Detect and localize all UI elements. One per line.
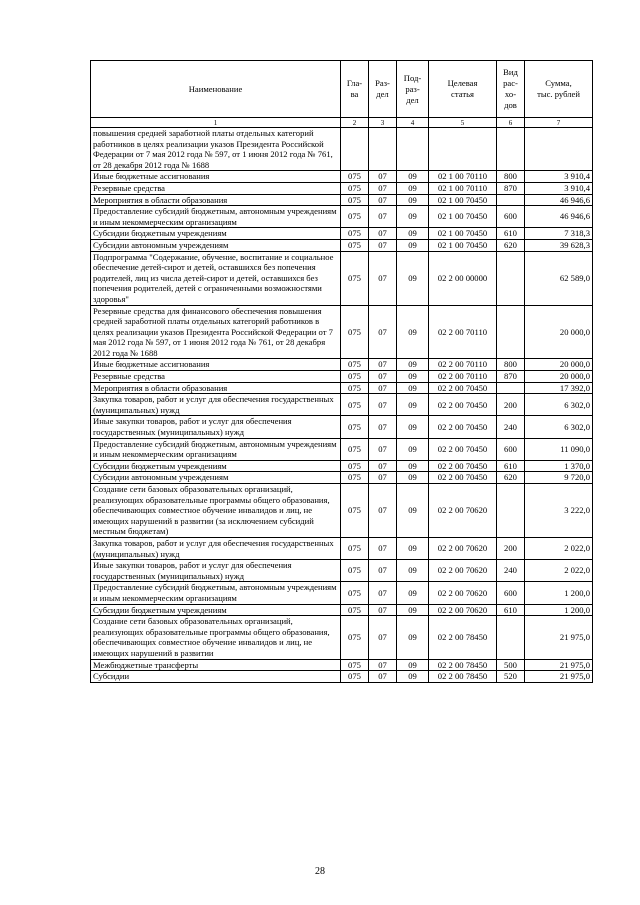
cell-subsection: 09 [397, 305, 429, 359]
col-number: 2 [341, 118, 369, 128]
cell-amount: 39 628,3 [525, 239, 593, 251]
cell-amount: 20 000,0 [525, 359, 593, 371]
cell-name: Субсидии автономным учреждениям [91, 472, 341, 484]
cell-target-article [429, 128, 497, 171]
cell-subsection: 09 [397, 438, 429, 460]
cell-expense-type: 600 [497, 206, 525, 228]
cell-expense-type [497, 616, 525, 659]
cell-subsection: 09 [397, 560, 429, 582]
cell-section: 07 [369, 382, 397, 394]
cell-subsection: 09 [397, 171, 429, 183]
cell-subsection: 09 [397, 582, 429, 604]
cell-name: Субсидии [91, 671, 341, 683]
table-row [91, 560, 593, 582]
cell-name: Предоставление субсидий бюджетным, автономным учреждениям и иным некоммерческим организациям [91, 438, 341, 460]
cell-target-article: 02 2 00 70450 [429, 438, 497, 460]
table-row [91, 604, 593, 616]
cell-amount: 6 302,0 [525, 416, 593, 438]
cell-name: Субсидии бюджетным учреждениям [91, 604, 341, 616]
cell-subsection: 09 [397, 616, 429, 659]
cell-expense-type [497, 382, 525, 394]
cell-chapter: 075 [341, 206, 369, 228]
table-row [91, 305, 593, 359]
cell-expense-type: 800 [497, 171, 525, 183]
col-number: 6 [497, 118, 525, 128]
col-header-name: Наименование [91, 61, 341, 118]
table-row [91, 537, 593, 559]
document-page [90, 60, 592, 683]
table-row [91, 359, 593, 371]
cell-target-article: 02 2 00 70450 [429, 394, 497, 416]
cell-name: Резервные средства [91, 182, 341, 194]
cell-section: 07 [369, 394, 397, 416]
cell-chapter: 075 [341, 537, 369, 559]
cell-chapter: 075 [341, 394, 369, 416]
cell-subsection: 09 [397, 460, 429, 472]
cell-section: 07 [369, 659, 397, 671]
table-row [91, 128, 593, 171]
cell-amount: 3 910,4 [525, 171, 593, 183]
cell-section: 07 [369, 371, 397, 383]
cell-amount: 2 022,0 [525, 537, 593, 559]
col-header-section: Раз- дел [369, 61, 397, 118]
table-row [91, 251, 593, 305]
cell-section: 07 [369, 171, 397, 183]
cell-amount: 1 200,0 [525, 582, 593, 604]
cell-section: 07 [369, 182, 397, 194]
cell-target-article: 02 2 00 70110 [429, 371, 497, 383]
cell-section: 07 [369, 560, 397, 582]
cell-chapter: 075 [341, 472, 369, 484]
col-number: 3 [369, 118, 397, 128]
col-header-chapter: Гла- ва [341, 61, 369, 118]
cell-chapter: 075 [341, 194, 369, 206]
col-header-subsection: Под- раз- дел [397, 61, 429, 118]
cell-chapter: 075 [341, 371, 369, 383]
table-row [91, 194, 593, 206]
cell-name: Мероприятия в области образования [91, 194, 341, 206]
cell-amount: 20 000,0 [525, 371, 593, 383]
cell-target-article: 02 2 00 70110 [429, 359, 497, 371]
cell-section: 07 [369, 484, 397, 538]
cell-chapter: 075 [341, 239, 369, 251]
cell-expense-type [497, 305, 525, 359]
cell-target-article: 02 1 00 70450 [429, 228, 497, 240]
cell-subsection: 09 [397, 671, 429, 683]
cell-expense-type: 610 [497, 460, 525, 472]
cell-target-article: 02 2 00 70450 [429, 460, 497, 472]
cell-target-article: 02 2 00 70450 [429, 472, 497, 484]
cell-subsection: 09 [397, 472, 429, 484]
cell-amount: 11 090,0 [525, 438, 593, 460]
cell-chapter: 075 [341, 616, 369, 659]
cell-chapter: 075 [341, 560, 369, 582]
cell-chapter: 075 [341, 604, 369, 616]
cell-name: Создание сети базовых образовательных организаций, реализующих образовательные программы общего образования, обеспечивающих совместное обучение инвалидов и лиц, не имеющих нарушений в развитии (за исключением субсидий местным бюджетам) [91, 484, 341, 538]
cell-subsection [397, 128, 429, 171]
cell-section: 07 [369, 251, 397, 305]
cell-expense-type: 610 [497, 604, 525, 616]
table-row [91, 460, 593, 472]
cell-amount: 46 946,6 [525, 206, 593, 228]
cell-expense-type [497, 251, 525, 305]
cell-name: Предоставление субсидий бюджетным, автономным учреждениям и иным некоммерческим организациям [91, 582, 341, 604]
table-row [91, 171, 593, 183]
table-body [91, 128, 593, 683]
cell-section: 07 [369, 671, 397, 683]
header-row [91, 61, 593, 118]
cell-subsection: 09 [397, 206, 429, 228]
cell-name: Подпрограмма "Содержание, обучение, воспитание и социальное обеспечение детей-сирот и детей, оставшихся без попечения родителей, лиц из числа детей-сирот и детей, оставшихся без попечения родителей, детей с ограниченными возможностями здоровья" [91, 251, 341, 305]
cell-target-article: 02 1 00 70450 [429, 206, 497, 228]
cell-target-article: 02 2 00 00000 [429, 251, 497, 305]
cell-chapter: 075 [341, 659, 369, 671]
cell-target-article: 02 1 00 70450 [429, 239, 497, 251]
cell-expense-type [497, 194, 525, 206]
cell-expense-type: 870 [497, 371, 525, 383]
cell-chapter: 075 [341, 359, 369, 371]
cell-expense-type [497, 128, 525, 171]
table-row [91, 438, 593, 460]
cell-subsection: 09 [397, 228, 429, 240]
cell-name: Иные бюджетные ассигнования [91, 359, 341, 371]
cell-amount: 1 370,0 [525, 460, 593, 472]
cell-name: Межбюджетные трансферты [91, 659, 341, 671]
cell-name: Иные бюджетные ассигнования [91, 171, 341, 183]
cell-expense-type: 600 [497, 438, 525, 460]
cell-chapter: 075 [341, 484, 369, 538]
cell-name: Мероприятия в области образования [91, 382, 341, 394]
cell-subsection: 09 [397, 659, 429, 671]
cell-section: 07 [369, 228, 397, 240]
cell-amount: 21 975,0 [525, 659, 593, 671]
cell-subsection: 09 [397, 394, 429, 416]
cell-target-article: 02 2 00 70620 [429, 582, 497, 604]
cell-name: Резервные средства [91, 371, 341, 383]
cell-subsection: 09 [397, 359, 429, 371]
cell-name: Субсидии автономным учреждениям [91, 239, 341, 251]
cell-section: 07 [369, 359, 397, 371]
cell-subsection: 09 [397, 182, 429, 194]
cell-expense-type: 800 [497, 359, 525, 371]
page-number: 28 [315, 866, 325, 877]
cell-target-article: 02 2 00 70620 [429, 484, 497, 538]
table-row [91, 382, 593, 394]
cell-name: Резервные средства для финансового обеспечения повышения средней заработной платы отдельных категорий работников в целях реализации указов Президента Российской Федерации от 7 мая 2012 года № 597, от 1 июня 2012 года № 761, от 28 декабря 2012 года № 1688 [91, 305, 341, 359]
cell-subsection: 09 [397, 484, 429, 538]
table-row [91, 239, 593, 251]
cell-target-article: 02 1 00 70110 [429, 171, 497, 183]
cell-section: 07 [369, 616, 397, 659]
cell-section: 07 [369, 416, 397, 438]
col-number: 4 [397, 118, 429, 128]
cell-amount: 3 910,4 [525, 182, 593, 194]
budget-table [90, 60, 593, 683]
cell-name: Субсидии бюджетным учреждениям [91, 460, 341, 472]
cell-section: 07 [369, 537, 397, 559]
cell-subsection: 09 [397, 537, 429, 559]
cell-chapter: 075 [341, 382, 369, 394]
cell-expense-type: 870 [497, 182, 525, 194]
column-number-row [91, 118, 593, 128]
col-number: 7 [525, 118, 593, 128]
cell-amount: 21 975,0 [525, 671, 593, 683]
cell-section: 07 [369, 582, 397, 604]
cell-amount: 1 200,0 [525, 604, 593, 616]
cell-subsection: 09 [397, 239, 429, 251]
cell-amount: 7 318,3 [525, 228, 593, 240]
cell-name: Иные закупки товаров, работ и услуг для обеспечения государственных (муниципальных) нужд [91, 560, 341, 582]
cell-name: Субсидии бюджетным учреждениям [91, 228, 341, 240]
cell-subsection: 09 [397, 251, 429, 305]
cell-amount: 2 022,0 [525, 560, 593, 582]
table-row [91, 659, 593, 671]
cell-section: 07 [369, 438, 397, 460]
cell-chapter: 075 [341, 460, 369, 472]
table-row [91, 394, 593, 416]
col-header-amount: Сумма, тыс. рублей [525, 61, 593, 118]
cell-section: 07 [369, 194, 397, 206]
cell-amount: 3 222,0 [525, 484, 593, 538]
cell-section: 07 [369, 460, 397, 472]
cell-name: повышения средней заработной платы отдельных категорий работников в целях реализации указов Президента Российской Федерации от 7 мая 2012 года № 597, от 1 июня 2012 года № 761, от 28 декабря 2012 года № 1688 [91, 128, 341, 171]
cell-target-article: 02 2 00 70450 [429, 382, 497, 394]
cell-section: 07 [369, 305, 397, 359]
cell-amount: 9 720,0 [525, 472, 593, 484]
cell-chapter: 075 [341, 171, 369, 183]
cell-target-article: 02 2 00 70620 [429, 560, 497, 582]
cell-name: Закупка товаров, работ и услуг для обеспечения государственных (муниципальных) нужд [91, 394, 341, 416]
cell-name: Иные закупки товаров, работ и услуг для обеспечения государственных (муниципальных) нужд [91, 416, 341, 438]
cell-chapter: 075 [341, 671, 369, 683]
cell-section: 07 [369, 206, 397, 228]
table-row [91, 671, 593, 683]
table-row [91, 616, 593, 659]
cell-target-article: 02 1 00 70450 [429, 194, 497, 206]
cell-chapter [341, 128, 369, 171]
cell-amount [525, 128, 593, 171]
table-row [91, 182, 593, 194]
cell-expense-type [497, 484, 525, 538]
cell-section: 07 [369, 472, 397, 484]
cell-target-article: 02 2 00 78450 [429, 616, 497, 659]
table-row [91, 206, 593, 228]
cell-amount: 6 302,0 [525, 394, 593, 416]
cell-chapter: 075 [341, 251, 369, 305]
table-row [91, 582, 593, 604]
cell-section [369, 128, 397, 171]
table-row [91, 228, 593, 240]
cell-subsection: 09 [397, 604, 429, 616]
cell-amount: 17 392,0 [525, 382, 593, 394]
table-row [91, 472, 593, 484]
cell-subsection: 09 [397, 194, 429, 206]
cell-amount: 62 589,0 [525, 251, 593, 305]
cell-subsection: 09 [397, 416, 429, 438]
table-row [91, 371, 593, 383]
cell-expense-type: 500 [497, 659, 525, 671]
cell-section: 07 [369, 239, 397, 251]
table-row [91, 416, 593, 438]
cell-expense-type: 520 [497, 671, 525, 683]
cell-amount: 20 000,0 [525, 305, 593, 359]
cell-chapter: 075 [341, 582, 369, 604]
table-row [91, 484, 593, 538]
cell-chapter: 075 [341, 305, 369, 359]
col-header-expense-type: Вид рас- хо- дов [497, 61, 525, 118]
cell-expense-type: 200 [497, 537, 525, 559]
cell-target-article: 02 2 00 70620 [429, 537, 497, 559]
cell-amount: 46 946,6 [525, 194, 593, 206]
cell-chapter: 075 [341, 182, 369, 194]
cell-chapter: 075 [341, 416, 369, 438]
cell-section: 07 [369, 604, 397, 616]
cell-subsection: 09 [397, 382, 429, 394]
cell-expense-type: 600 [497, 582, 525, 604]
cell-expense-type: 200 [497, 394, 525, 416]
cell-expense-type: 620 [497, 472, 525, 484]
cell-subsection: 09 [397, 371, 429, 383]
cell-target-article: 02 1 00 70110 [429, 182, 497, 194]
cell-name: Закупка товаров, работ и услуг для обеспечения государственных (муниципальных) нужд [91, 537, 341, 559]
cell-target-article: 02 2 00 78450 [429, 659, 497, 671]
cell-target-article: 02 2 00 70110 [429, 305, 497, 359]
cell-expense-type: 610 [497, 228, 525, 240]
cell-name: Предоставление субсидий бюджетным, автономным учреждениям и иным некоммерческим организациям [91, 206, 341, 228]
col-number: 5 [429, 118, 497, 128]
cell-name: Создание сети базовых образовательных организаций, реализующих образовательные программы общего образования, обеспечивающих совместное обучение инвалидов и лиц, не имеющих нарушений в развитии [91, 616, 341, 659]
cell-target-article: 02 2 00 78450 [429, 671, 497, 683]
cell-amount: 21 975,0 [525, 616, 593, 659]
cell-target-article: 02 2 00 70620 [429, 604, 497, 616]
cell-expense-type: 240 [497, 416, 525, 438]
cell-chapter: 075 [341, 438, 369, 460]
col-header-target-article: Целевая статья [429, 61, 497, 118]
cell-expense-type: 620 [497, 239, 525, 251]
cell-target-article: 02 2 00 70450 [429, 416, 497, 438]
col-number: 1 [91, 118, 341, 128]
cell-chapter: 075 [341, 228, 369, 240]
cell-expense-type: 240 [497, 560, 525, 582]
